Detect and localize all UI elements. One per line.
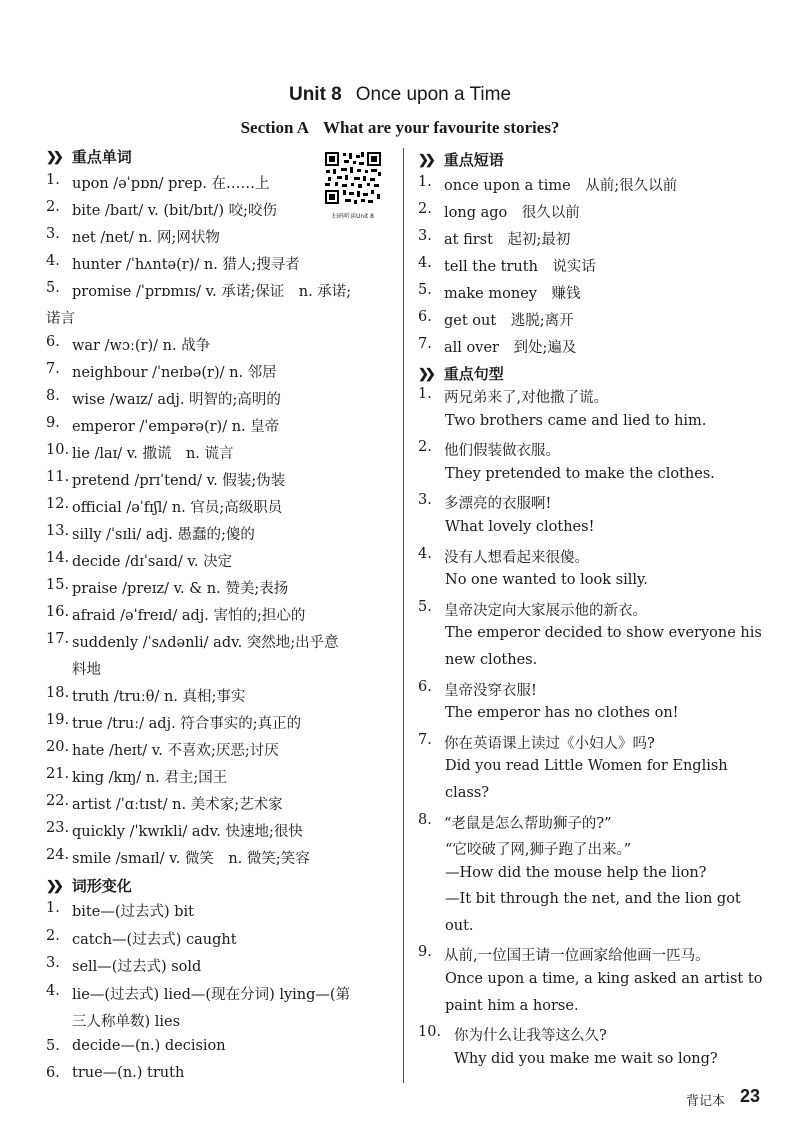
phrases-heading: ❯❯ 重点短语	[418, 151, 504, 169]
sentence-en: They pretended to make the clothes.	[445, 465, 715, 482]
list-item: 1. once upon a time 从前;很久以前	[418, 174, 678, 194]
sentence-en: paint him a horse.	[445, 997, 579, 1014]
list-item: 12. official /əˈfɪʃl/ n. 官员;高级职员	[46, 496, 283, 516]
sentence-en: No one wanted to look silly.	[445, 572, 648, 589]
list-item: 7. all over 到处;遍及	[418, 336, 577, 356]
double-chevron-icon: ❯❯	[46, 148, 60, 164]
phrases-list	[418, 174, 763, 363]
list-item: 21. king /kɪŋ/ n. 君主;国王	[46, 766, 228, 786]
list-item: 1. bite—(过去式) bit	[46, 900, 194, 920]
list-item: 11. pretend /prɪˈtend/ v. 假装;伪装	[46, 469, 286, 489]
list-item: 9. emperor /ˈempərə(r)/ n. 皇帝	[46, 415, 280, 435]
sentence-en: new clothes.	[445, 651, 538, 668]
list-item: 10. lie /laɪ/ v. 撒谎 n. 谎言	[46, 442, 234, 462]
sentences-heading: ❯❯ 重点句型	[418, 365, 504, 383]
list-item: 4. lie—(过去式) lied—(现在分词) lying—(第	[46, 982, 351, 1003]
list-item: 14. decide /dɪˈsaɪd/ v. 决定	[46, 550, 233, 570]
list-item: 16. afraid /əˈfreɪd/ adj. 害怕的;担心的	[46, 604, 306, 624]
sentence-en: The emperor decided to show everyone his	[445, 625, 762, 642]
vocab-list	[46, 172, 391, 874]
list-item: 24. smile /smaɪl/ v. 微笑 n. 微笑;笑容	[46, 847, 310, 867]
list-item: 18. truth /truːθ/ n. 真相;事实	[46, 685, 246, 705]
sentence-en: out.	[445, 917, 474, 934]
list-item: 8. wise /waɪz/ adj. 明智的;高明的	[46, 388, 281, 408]
list-item-continuation: 料地	[72, 662, 101, 678]
list-item: 3. at first 起初;最初	[418, 228, 571, 248]
wordforms-list	[46, 900, 391, 1093]
list-item: 2. bite /baɪt/ v. (bit/bɪt/) 咬;咬伤	[46, 199, 277, 219]
sentence-zh: 2. 他们假装做衣服。	[418, 439, 560, 460]
unit-label: Unit 8	[288, 84, 342, 105]
double-chevron-icon: ❯❯	[418, 365, 432, 381]
sentence-en: class?	[445, 784, 490, 801]
footer-label: 背记本	[686, 1094, 726, 1109]
sentence-zh: 5. 皇帝决定向大家展示他的新衣。	[418, 598, 647, 619]
section-label: Section A	[240, 118, 310, 137]
column-divider	[403, 148, 404, 1083]
sentence-en: Two brothers came and lied to him.	[445, 412, 707, 429]
list-item: 5. decide—(n.) decision	[46, 1037, 226, 1054]
list-item: 5. promise /ˈprɒmɪs/ v. 承诺;保证 n. 承诺;	[46, 280, 352, 300]
list-item-continuation: 诺言	[46, 311, 75, 327]
sentence-zh: 6. 皇帝没穿衣服!	[418, 678, 537, 699]
sentence-zh: 3. 多漂亮的衣服啊!	[418, 492, 552, 513]
list-item: 23. quickly /ˈkwɪkli/ adv. 快速地;很快	[46, 820, 303, 840]
list-item: 6. get out 逃脱;离开	[418, 309, 574, 329]
page-number: 23	[740, 1086, 761, 1106]
unit-title	[0, 84, 800, 106]
list-item: 20. hate /heɪt/ v. 不喜欢;厌恶;讨厌	[46, 739, 279, 759]
list-item: 6. war /wɔː(r)/ n. 战争	[46, 334, 211, 354]
sentence-en: What lovely clothes!	[445, 518, 595, 535]
vocab-heading: ❯❯ 重点单词	[46, 148, 132, 166]
list-item: 4. hunter /ˈhʌntə(r)/ n. 猎人;搜寻者	[46, 253, 300, 273]
list-item: 2. catch—(过去式) caught	[46, 927, 237, 948]
qr-caption: 扫码听读Unit 8	[332, 213, 374, 220]
sentence-en: Once upon a time, a king asked an artist to	[445, 971, 763, 988]
list-item: 19. true /truː/ adj. 符合事实的;真正的	[46, 712, 302, 732]
section-name: What are your favourite stories?	[323, 118, 560, 137]
list-item: 3. net /net/ n. 网;网状物	[46, 226, 220, 246]
sentence-en: The emperor has no clothes on!	[445, 705, 679, 722]
list-item: 6. true—(n.) truth	[46, 1065, 185, 1081]
list-item-continuation: 三人称单数) lies	[72, 1014, 181, 1030]
double-chevron-icon: ❯❯	[46, 877, 60, 893]
sentence-en: —How did the mouse help the lion?	[445, 864, 707, 881]
list-item: 4. tell the truth 说实话	[418, 255, 596, 275]
section-title	[0, 118, 800, 138]
sentence-zh: 7. 你在英语课上读过《小妇人》吗?	[418, 731, 655, 752]
sentences-list	[418, 386, 763, 1077]
sentence-zh: 1. 两兄弟来了,对他撒了谎。	[418, 386, 609, 406]
unit-name: Once upon a Time	[355, 84, 512, 105]
list-item: 17. suddenly /ˈsʌdənli/ adv. 突然地;出乎意	[46, 631, 339, 651]
list-item: 2. long ago 很久以前	[418, 201, 580, 221]
list-item: 22. artist /ˈɑːtɪst/ n. 美术家;艺术家	[46, 793, 283, 813]
list-item: 1. upon /əˈpɒn/ prep. 在……上	[46, 172, 270, 192]
double-chevron-icon: ❯❯	[418, 151, 432, 167]
sentence-en: Why did you make me wait so long?	[454, 1050, 718, 1067]
list-item: 13. silly /ˈsɪli/ adj. 愚蠢的;傻的	[46, 523, 255, 543]
wordforms-heading: ❯❯ 词形变化	[46, 877, 132, 895]
list-item: 15. praise /preɪz/ v. & n. 赞美;表扬	[46, 577, 289, 597]
sentence-zh: 8. “老鼠是怎么帮助狮子的?”	[418, 811, 612, 832]
sentence-en: —It bit through the net, and the lion got	[445, 891, 741, 908]
sentence-zh: 10. 你为什么让我等这么久?	[418, 1024, 607, 1045]
list-item: 7. neighbour /ˈneɪbə(r)/ n. 邻居	[46, 361, 277, 381]
list-item: 5. make money 赚钱	[418, 282, 581, 302]
sentence-en: Did you read Little Women for English	[445, 758, 728, 775]
list-item: 3. sell—(过去式) sold	[46, 955, 202, 975]
sentence-zh-2: “它咬破了网,狮子跑了出来。”	[445, 842, 632, 859]
sentence-zh: 4. 没有人想看起来很傻。	[418, 545, 589, 566]
sentence-zh: 9. 从前,一位国王请一位画家给他画一匹马。	[418, 944, 710, 965]
